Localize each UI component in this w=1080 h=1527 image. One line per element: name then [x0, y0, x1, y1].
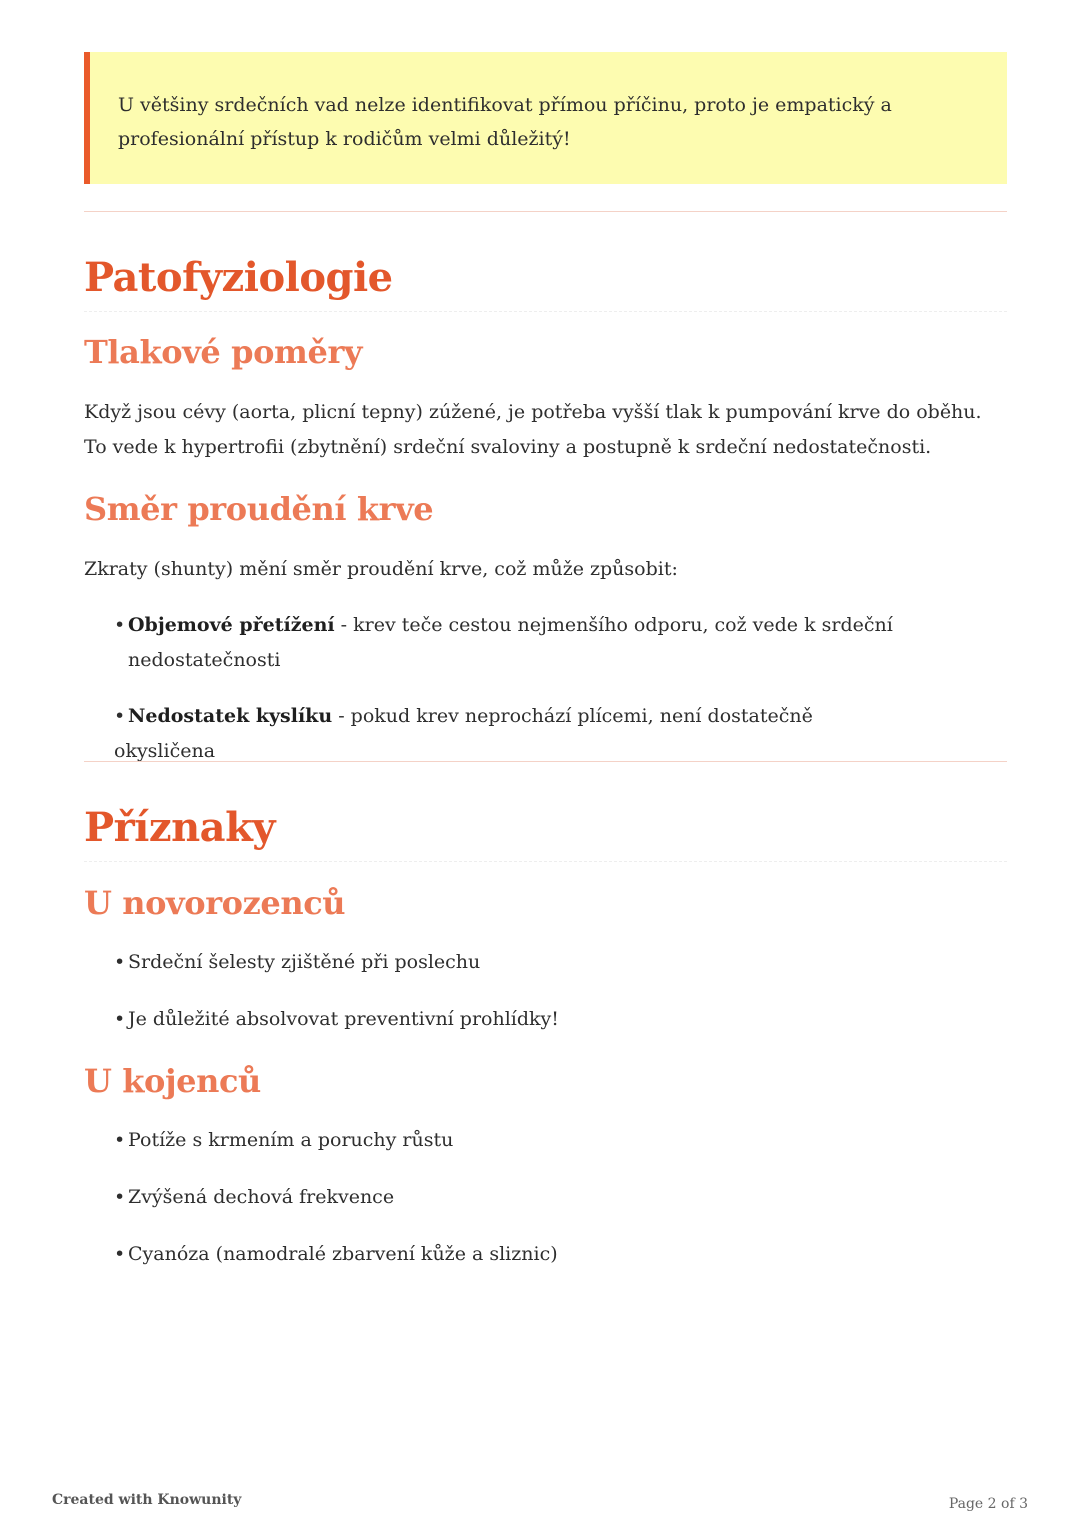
section-divider [84, 211, 1007, 212]
bullet-term: Objemové přetížení [128, 614, 335, 636]
bullet-desc: - pokud krev neprochází plícemi, není dostatečně okysličena [114, 705, 813, 762]
bullet-text: Srdeční šelesty zjištěné při poslechu [128, 951, 481, 973]
footer-page-number: Page 2 of 3 [948, 1496, 1028, 1512]
paragraph-smer-proudeni-intro: Zkraty (shunty) mění směr proudění krve, což může způsobit: [84, 558, 678, 580]
list-item [114, 1180, 894, 1215]
list-item [114, 1123, 894, 1158]
list-item [114, 945, 894, 980]
list-item [114, 1237, 894, 1272]
paragraph-line-1: Když jsou cévy (aorta, plicní tepny) zúžené, je potřeba vyšší tlak k pumpování krve do oběhu. [84, 401, 982, 423]
list-item [114, 1002, 894, 1037]
bullet-dot: • [114, 951, 126, 973]
bullet-dot: • [114, 1008, 126, 1030]
info-callout [84, 52, 1007, 184]
subsection-title-tlakove-pomery: Tlakové poměry [84, 333, 363, 371]
section-title-patofyziologie: Patofyziologie [84, 254, 1007, 312]
subsection-title-smer-proudeni: Směr proudění krve [84, 490, 434, 528]
section-title-priznaky: Příznaky [84, 804, 1007, 862]
list-item [114, 608, 894, 678]
subsection-title-u-novorozencu: U novorozenců [84, 884, 346, 922]
bullet-text: Zvýšená dechová frekvence [128, 1186, 395, 1208]
bullet-dot: • [114, 1129, 126, 1151]
footer-created-with: Created with Knowunity [52, 1492, 242, 1508]
bullet-dot: • [114, 614, 126, 636]
bullet-dot: • [114, 705, 126, 727]
subsection-title-u-kojencu: U kojenců [84, 1062, 261, 1100]
callout-line-1: U většiny srdečních vad nelze identifikovat přímou příčinu, proto je empatický a [118, 94, 892, 116]
bullet-text: Cyanóza (namodralé zbarvení kůže a sliznic) [128, 1243, 558, 1265]
bullet-text: Potíže s krmením a poruchy růstu [128, 1129, 454, 1151]
bullet-desc-continuation: nedostatečnosti [128, 649, 281, 671]
paragraph-tlakove-pomery [84, 395, 1007, 465]
bullet-dot: • [114, 1186, 126, 1208]
list-item [114, 699, 894, 769]
bullet-dot: • [114, 1243, 126, 1265]
bullet-text: Je důležité absolvovat preventivní prohlídky! [128, 1008, 559, 1030]
section-divider [84, 761, 1007, 762]
bullet-desc: - krev teče cestou nejmenšího odporu, což vede k srdeční [334, 614, 893, 636]
bullet-term: Nedostatek kyslíku [128, 705, 333, 727]
paragraph-line-2: To vede k hypertrofii (zbytnění) srdeční svaloviny a postupně k srdeční nedostatečnosti. [84, 436, 932, 458]
callout-line-2: profesionální přístup k rodičům velmi důležitý! [118, 128, 571, 150]
